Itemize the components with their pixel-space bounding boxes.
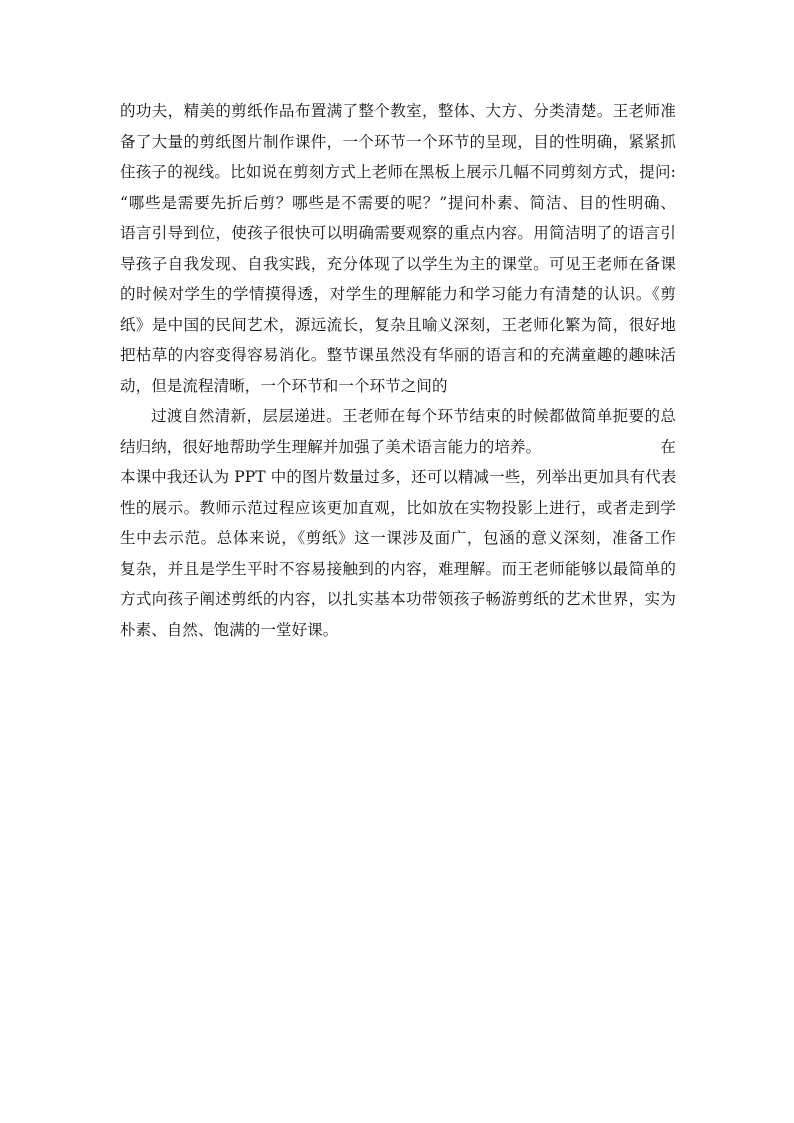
text-line: 性的展示。教师示范过程应该更加直观，比如放在实物投影上进行，或者走到学 [120,498,676,517]
text-line: 纸》是中国的民间艺术，源远流长，复杂且喻义深刻，王老师化繁为简，很好地 [120,315,676,334]
text-line: 复杂，并且是学生平时不容易接触到的内容，难理解。而王老师能够以最简单的 [120,559,676,578]
text-line: 本课中我还认为 PPT 中的图片数量过多，还可以精减一些，列举出更加具有代表 [120,468,677,486]
text-line: 的功夫，精美的剪纸作品布置满了整个教室，整体、大方、分类清楚。王老师准 [120,102,676,120]
text-line: 朴素、自然、饱满的一堂好课。 [120,620,339,639]
text-line: 导孩子自我发现、自我实践，充分体现了以学生为主的课堂。可见王老师在备课 [120,254,676,273]
text-line: 的时候对学生的学情摸得透，对学生的理解能力和学习能力有清楚的认识。《剪 [120,285,676,303]
text-line: 动，但是流程清晰，一个环节和一个环节之间的 [120,376,448,395]
text-line: “哪些是需要先折后剪？哪些是不需要的呢？”提问朴素、简洁、目的性明确、 [120,193,676,212]
text-line: 备了大量的剪纸图片制作课件，一个环节一个环节的呈现，目的性明确，紧紧抓 [120,132,676,151]
text-line: 把枯草的内容变得容易消化。整节课虽然没有华丽的语言和的充满童趣的趣味活 [120,346,676,364]
text-line: 过渡自然清新，层层递进。王老师在每个环节结束的时候都做简单扼要的总 [151,407,676,425]
text-segment: 在 [660,437,676,456]
text-line: 住孩子的视线。比如说在剪刻方式上老师在黑板上展示几幅不同剪刻方式，提问: [120,163,676,181]
body-text [120,96,676,645]
text-segment: 结归纳，很好地帮助学生理解并加强了美术语言能力的培养。 [120,437,542,456]
text-line-split [120,432,676,463]
text-line: 方式向孩子阐述剪纸的内容，以扎实基本功带领孩子畅游剪纸的艺术世界，实为 [120,590,676,608]
text-line: 语言引导到位，使孩子很快可以明确需要观察的重点内容。用简洁明了的语言引 [120,224,676,242]
text-line: 生中去示范。总体来说，《剪纸》这一课涉及面广，包涵的意义深刻，准备工作 [120,529,676,547]
